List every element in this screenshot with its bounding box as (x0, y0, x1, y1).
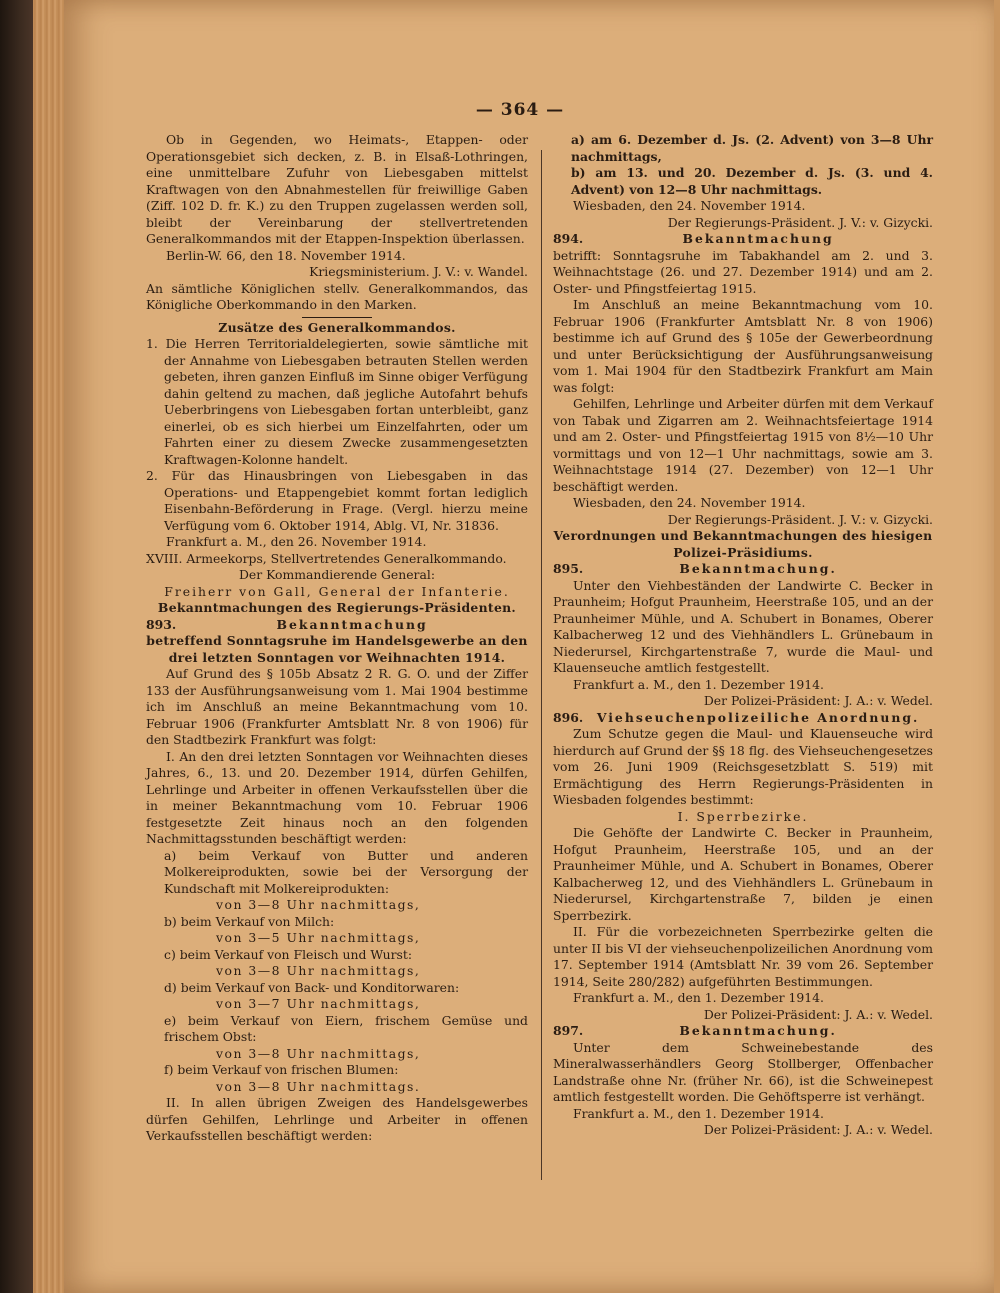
signature: Der Polizei-Präsident: J. A.: v. Wedel. (703, 1006, 933, 1022)
dateline: Frankfurt a. M., den 26. November 1914. (166, 534, 427, 549)
notice-title: Bekanntmachung (276, 616, 428, 632)
notice-number: 896. (553, 709, 584, 725)
notice-title: Viehseuchenpolizeiliche Anordnung. (596, 709, 920, 725)
dateline: Berlin-W. 66, den 18. November 1914. (166, 247, 406, 263)
notice-subject: betrifft: Sonntagsruhe im Tabakhandel am 2. und 3. Weihnachtstage (26. und 27. Dezember 1914) und am 2. Oster- und Pfingstfeiertag 1915. (553, 247, 933, 296)
book-cover-edge (0, 0, 33, 1293)
paragraph: Auf Grund des § 105b Absatz 2 R. G. O. und der Ziffer 133 der Ausführungsanweisung vom 1. Mai 1904 bestimme ich im Anschluß an meine Bekanntmachung vom 10. Februar 1906 (Frankfurter Amtsblatt Nr. 8 von 1906) für den Stadtbezirk Frankfurt was folgt: (146, 666, 528, 747)
paragraph: Gehilfen, Lehrlinge und Arbeiter dürfen mit dem Verkauf von Tabak und Zigarren am 2. Weihnachtsfeiertage 1914 und am 2. Oster- und Pfingstfeiertag 1915 von 8½—10 Uhr vormittags und von 12—1 Uhr nachmittags, sowie am 3. Weihnachtstage 1914 (27. Dezember) von 12—1 Uhr beschäftigt werden. (553, 396, 933, 494)
list-item: c) beim Verkauf von Fleisch und Wurst: (164, 946, 413, 962)
paragraph: Die Gehöfte der Landwirte C. Becker in Praunheim, Hofgut Praunheim, Heerstraße 105, und an der Praunheimer Mühle, und A. Schubert in Bonames, Oberer Kalbacherweg 12, und des Viehhändlers L. Grünebaum in Niederursel, Kirchgartenstraße 7, bilden je einen Sperrbezirk. (553, 825, 933, 923)
separator-line (302, 317, 372, 318)
notice-number: 895. (553, 561, 584, 576)
notice-header (553, 710, 933, 727)
issuing-authority: XVIII. Armeekorps, Stellvertretendes Generalkommando. (146, 550, 507, 566)
notice-header (553, 231, 933, 248)
dateline: Frankfurt a. M., den 1. Dezember 1914. (573, 990, 824, 1005)
right-column (553, 132, 933, 1139)
time-range: von 3—8 Uhr nachmittags, (216, 963, 421, 978)
section-heading: Zusätze des Generalkommandos. (218, 319, 456, 335)
dateline: Frankfurt a. M., den 1. Dezember 1914. (573, 1105, 824, 1121)
column-divider (541, 150, 542, 1180)
notice-header (146, 617, 528, 634)
time-range: von 3—5 Uhr nachmittags, (216, 930, 421, 945)
list-item: a) beim Verkauf von Butter und anderen Molkereiprodukten, sowie bei der Versorgung der Kundschaft mit Molkereiprodukten: (164, 847, 528, 896)
signature: Der Polizei-Präsident: J. A.: v. Wedel. (703, 693, 933, 708)
list-item: f) beim Verkauf von frischen Blumen: (164, 1062, 399, 1077)
paragraph: Ob in Gegenden, wo Heimats-, Etappen- oder Operationsgebiet sich decken, z. B. in Elsaß-Lothringen, eine unmittelbare Zufuhr von Liebesgaben mittelst Kraftwagen von den Abnahmestellen für freiwillige Gaben (Ziff. 102 D. fr. K.) zu den Truppen zugelassen werden soll, bleibt der Vereinbarung der stellvertretenden Generalkommandos mit der Etappen-Inspektion überlassen. (146, 132, 528, 246)
page-right-edge (994, 0, 1000, 1293)
time-range: von 3—8 Uhr nachmittags. (216, 1078, 421, 1094)
list-item: d) beim Verkauf von Back- und Konditorwaren: (164, 979, 460, 995)
addressee: An sämtliche Königlichen stellv. Generalkommandos, das Königliche Oberkommando in den Marken. (146, 280, 528, 312)
signature: Der Regierungs-Präsident. J. V.: v. Gizycki. (667, 214, 933, 230)
list-item: b) beim Verkauf von Milch: (164, 913, 335, 929)
notice-subject: betreffend Sonntagsruhe im Handelsgewerbe an den drei letzten Sonntagen vor Weihnachten 1914. (146, 633, 528, 665)
paragraph: II. In allen übrigen Zweigen des Handelsgewerbes dürfen Gehilfen, Lehrlinge und Arbeiter in offenen Verkaufsstellen beschäftigt werden: (146, 1095, 528, 1143)
list-item: a) am 6. Dezember d. Js. (2. Advent) von 3—8 Uhr nachmittags, (571, 132, 933, 164)
numbered-paragraph: 1. Die Herren Territorialdelegierten, sowie sämtliche mit der Annahme von Liebesgaben betrauten Stellen werden gebeten, ihren ganzen Einfluß im Sinne obiger Verfügung dahin geltend zu machen, daß jegliche Autofahrt behufs Ueberbringens von Liebesgaben fortan unterbleibt, ganz einerlei, ob es sich hierbei um Einzelfahrten, oder um Fahrten einer zu diesem Zwecke zusammengesetzten Kraftwagen-Kolonne handelt. (146, 336, 528, 467)
notice-title: Bekanntmachung. (679, 561, 837, 576)
section-heading: Bekanntmachungen des Regierungs-Präsidenten. (157, 600, 517, 615)
list-item: e) beim Verkauf von Eiern, frischem Gemüse und frischem Obst: (164, 1012, 528, 1044)
paragraph: Im Anschluß an meine Bekanntmachung vom 10. Februar 1906 (Frankfurter Amtsblatt Nr. 8 von 1906) bestimme ich auf Grund des § 105e der Gewerbeordnung und unter Berücksichtigung der Ausführungsanweisung vom 1. Mai 1904 für den Stadtbezirk Frankfurt am Main was folgt: (553, 297, 933, 395)
signature-title: Der Kommandierende General: (238, 567, 436, 582)
notice-number: 893. (146, 616, 177, 632)
signature: Kriegsministerium. J. V.: v. Wandel. (309, 264, 528, 279)
paragraph: Unter dem Schweinebestande des Mineralwasserhändlers Georg Stollberger, Offenbacher Landstraße ohne Nr. (früher Nr. 66), ist die Schweinepest amtlich festgestellt worden. Die Gehöftsperre ist verhängt. (553, 1039, 933, 1104)
time-range: von 3—8 Uhr nachmittags, (216, 897, 421, 912)
subsection-heading: I. Sperrbezirke. (677, 808, 809, 824)
left-column (146, 132, 528, 1145)
dateline: Wiesbaden, den 24. November 1914. (573, 198, 806, 213)
list-item: b) am 13. und 20. Dezember d. Js. (3. und 4. Advent) von 12—8 Uhr nachmittags. (571, 165, 933, 197)
paragraph: II. Für die vorbezeichneten Sperrbezirke gelten die unter II bis VI der viehseuchenpolizeilichen Anordnung vom 17. September 1914 (Amtsblatt Nr. 39 vom 26. September 1914, Seite 280/282) aufgeführten Bestimmungen. (553, 924, 933, 989)
numbered-paragraph: 2. Für das Hinausbringen von Liebesgaben in das Operations- und Etappengebiet kommt fortan lediglich Eisenbahn-Beförderung in Frage. (Vergl. hierzu meine Verfügung vom 6. Oktober 1914, Ablg. VI, Nr. 31836. (146, 468, 528, 533)
paragraph: Unter den Viehbeständen der Landwirte C. Becker in Praunheim; Hofgut Praunheim, Heerstraße 105, und an der Praunheimer Mühle, und A. Schubert in Bonames, Oberer Kalbacherweg 12 und des Viehhändlers L. Grünebaum in Niederursel, Kirchgartenstraße 7, wurde die Maul- und Klauenseuche amtlich festgestellt. (553, 577, 933, 675)
notice-number: 894. (553, 231, 584, 246)
section-heading: Verordnungen und Bekanntmachungen des hiesigen Polizei-Präsidiums. (553, 528, 933, 560)
time-range: von 3—7 Uhr nachmittags, (216, 996, 421, 1011)
page-number: — 364 — (475, 100, 565, 120)
signature: Der Polizei-Präsident: J. A.: v. Wedel. (703, 1122, 933, 1137)
paragraph: I. An den drei letzten Sonntagen vor Weihnachten dieses Jahres, 6., 13. und 20. Dezember 1914, dürfen Gehilfen, Lehrlinge und Arbeiter in offenen Verkaufsstellen über die in meiner Bekanntmachung vom 10. Februar 1906 festgesetzte Zeit hinaus noch an den folgenden Nachmittagsstunden beschäftigt werden: (146, 748, 528, 846)
paragraph: Zum Schutze gegen die Maul- und Klauenseuche wird hierdurch auf Grund der §§ 18 flg. des Viehseuchengesetzes vom 26. Juni 1909 (Reichsgesetzblatt S. 519) mit Ermächtigung des Herrn Regierungs-Präsidenten in Wiesbaden folgendes bestimmt: (553, 726, 933, 807)
dateline: Wiesbaden, den 24. November 1914. (573, 495, 806, 510)
signature: Freiherr von Gall, General der Infanterie. (164, 583, 510, 599)
notice-title: Bekanntmachung (682, 231, 834, 246)
notice-number: 897. (553, 1023, 584, 1038)
notice-header (553, 561, 933, 578)
notice-header (553, 1023, 933, 1040)
signature: Der Regierungs-Präsident. J. V.: v. Gizycki. (667, 511, 933, 527)
time-range: von 3—8 Uhr nachmittags, (216, 1045, 421, 1061)
notice-title: Bekanntmachung. (679, 1023, 837, 1038)
dateline: Frankfurt a. M., den 1. Dezember 1914. (573, 676, 824, 692)
